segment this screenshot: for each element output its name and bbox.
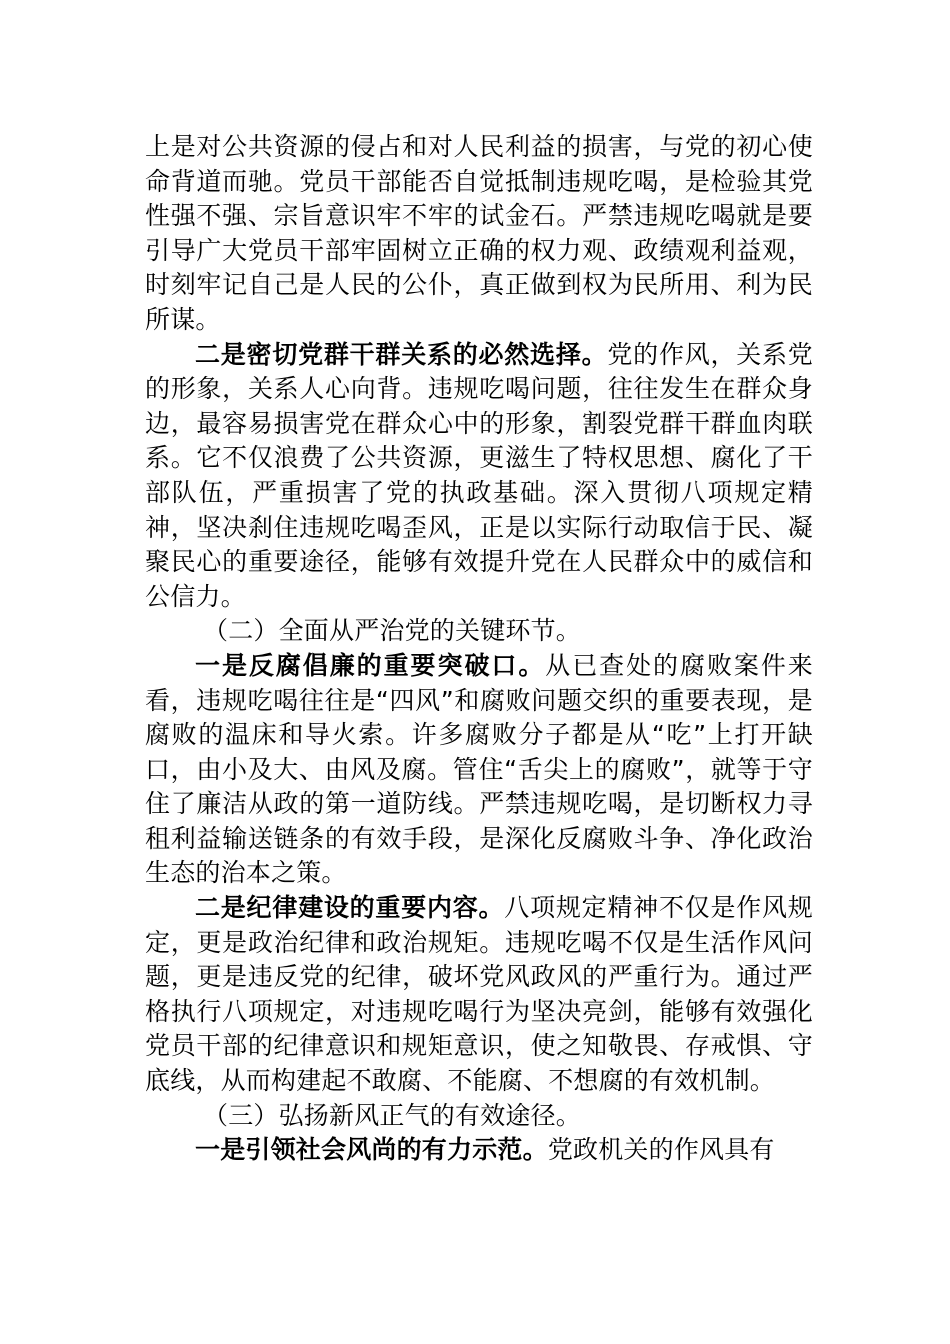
section-heading-text: （三）弘扬新风正气的有效途径。 [203, 1100, 582, 1130]
paragraph-text: 从已查处的腐败案件来看，违规吃喝往往是“四风”和腐败问题交织的重要表现，是腐败的温床和导火索。许多腐败分子都是从“吃”上打开缺口，由小及大、由风及腐。管住“舌尖上的腐败”，就等于守住了廉洁从政的第一道防线。严禁违规吃喝，是切断权力寻租利益输送链条的有效手段，是深化反腐败斗争、净化政治生态的治本之策。 [145, 650, 813, 888]
paragraph-lead: 一是反腐倡廉的重要突破口。 [195, 650, 546, 680]
paragraph-point-discipline [145, 891, 813, 1099]
paragraph-text: 党政机关的作风具有 [547, 1135, 775, 1165]
paragraph-lead: 一是引领社会风尚的有力示范。 [195, 1135, 548, 1165]
paragraph-lead: 二是密切党群干群关系的必然选择。 [195, 339, 608, 369]
paragraph-lead: 二是纪律建设的重要内容。 [195, 893, 505, 923]
section-heading-2 [145, 614, 813, 649]
paragraph-point-social-trend [145, 1133, 813, 1168]
paragraph-text: 八项规定精神不仅是作风规定，更是政治纪律和政治规矩。违规吃喝不仅是生活作风问题，更是违反党的纪律，破坏党风政风的严重行为。通过严格执行八项规定，对违规吃喝行为坚决亮剑，能够有效强化党员干部的纪律意识和规矩意识，使之知敬畏、存戒惧、守底线，从而构建起不敢腐、不能腐、不想腐的有效机制。 [145, 893, 814, 1096]
section-heading-text: （二）全面从严治党的关键环节。 [203, 616, 582, 646]
paragraph-continuation [145, 130, 813, 338]
section-heading-3 [145, 1099, 813, 1134]
paragraph-text: 党的作风，关系党的形象，关系人心向背。违规吃喝问题，往往发生在群众身边，最容易损害党在群众心中的形象，割裂党群干群血肉联系。它不仅浪费了公共资源，更滋生了特权思想、腐化了干部队伍，严重损害了党的执政基础。深入贯彻八项规定精神，坚决刹住违规吃喝歪风，正是以实际行动取信于民、凝聚民心的重要途径，能够有效提升党在人民群众中的威信和公信力。 [145, 339, 814, 611]
paragraph-point-party-mass-relations [145, 338, 813, 615]
paragraph-text: 上是对公共资源的侵占和对人民利益的损害，与党的初心使命背道而驰。党员干部能否自觉抵制违规吃喝，是检验其党性强不强、宗旨意识牢不牢的试金石。严禁违规吃喝就是要引导广大党员干部牢固树立正确的权力观、政绩观利益观，时刻牢记自己是人民的公仆，真正做到权为民所用、利为民所谋。 [145, 132, 813, 334]
document-body [145, 130, 813, 1168]
paragraph-point-anti-corruption [145, 649, 813, 891]
